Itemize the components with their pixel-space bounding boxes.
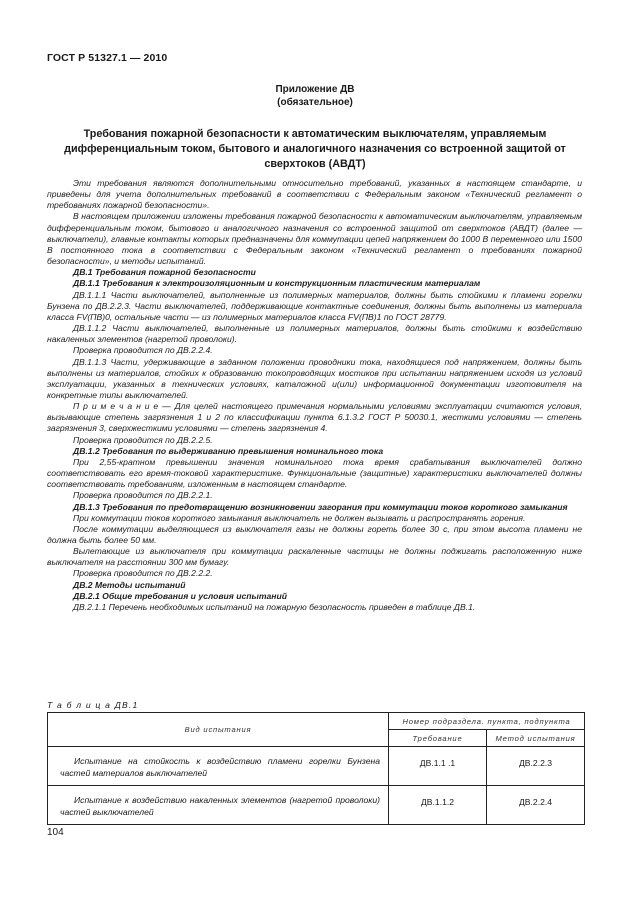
body-paragraph: ДВ.1.1.1 Части выключателей, выполненные из полимерных материалов, должны быть стойкими к пламени горелки Бунзена по ДВ.2.2.3. Части выключателей, поддерживающие контактные соединения, должны быть выполнены из материала класса FV(ПВ)0, остальные части — из полимерных материалов класса FV(ПВ)1 по ГОСТ 28779. [47, 289, 582, 322]
header-section-number: Номер подраздела. пункта, подпункта [389, 713, 585, 730]
body-paragraph: ДВ.1.1.2 Части выключателей, выполненные из полимерных материалов, должны быть стойкими к воздействию накаленных элементов (нагретой проволоки). [47, 323, 582, 345]
main-title: Требования пожарной безопасности к автоматическим выключателям, управляемым дифференциальным током, бытового и аналогичного назначения со встроенной защитой от сверхтоков (АВДТ) [64, 128, 566, 170]
section-heading: ДВ.1.1 Требования к электроизоляционным и конструкционным пластическим материалам [73, 278, 481, 289]
test-name-cell: Испытание к воздействию накаленных элементов (нагретой проволоки) частей выключателей [48, 786, 389, 825]
body-paragraph: ДВ.2.1.1 Перечень необходимых испытаний на пожарную безопасность приведен в таблице ДВ.1. [73, 601, 476, 612]
requirement-cell: ДВ.1.1.2 [389, 786, 487, 825]
table-row [48, 747, 585, 786]
requirements-table [47, 712, 585, 825]
method-cell: ДВ.2.2.3 [487, 747, 585, 786]
section-heading: ДВ.2.1 Общие требования и условия испытаний [73, 590, 287, 601]
method-cell: ДВ.2.2.4 [487, 786, 585, 825]
section-heading: ДВ.1.3 Требования по предотвращению возникновении загорания при коммутации токов короткого замыкания [73, 501, 568, 512]
table-caption: Т а б л и ц а ДВ.1 [47, 700, 139, 710]
body-paragraph: В настоящем приложении изложены требования пожарной безопасности к автоматическим выключателям, управляемым дифференциальным током, бытового и аналогичного назначения со встроенной защитой от сверхтоков (АВДТ) (далее — выключатели), главные контакты которых предназначены для коммутации цепей напряжением до 1000 В переменного или 1500 В постоянного тока в соответствии с Федеральным законом «Технический регламент о требованиях пожарной безопасности», и методы испытаний. [47, 211, 582, 267]
body-paragraph: При коммутации токов короткого замыкания выключатель не должен вызывать и распространять горения. [73, 512, 526, 523]
document-body [47, 178, 582, 613]
body-paragraph: Проверка проводится по ДВ.2.2.5. [73, 434, 213, 445]
requirement-cell: ДВ.1.1 .1 [389, 747, 487, 786]
appendix-status: (обязательное) [277, 97, 353, 108]
section-heading: ДВ.1.2 Требования по выдерживанию превышения номинального тока [73, 445, 384, 456]
body-paragraph: При 2,55-кратном превышении значения номинального тока время срабатывания выключателей должно соответствовать его время-токовой характеристике. Функциональные (защитные) характеристики выключателей должны соответствовать требованиям, изложенным в настоящем стандарте. [47, 456, 582, 490]
section-heading: ДВ.2 Методы испытаний [73, 579, 186, 590]
section-heading: ДВ.1 Требования пожарной безопасности [73, 267, 256, 278]
body-paragraph: П р и м е ч а н и е — Для целей настоящего примечания нормальными условиями эксплуатации считаются условия, вызывающие степень загрязнения 1 и 2 по классификации пункта 6.1.3.2 ГОСТ Р 50030.1, жесткими условиями — степень загрязнения 3, сверхжесткими условиями — степень загрязнения 4. [47, 401, 582, 434]
test-name-cell: Испытание на стойкость к воздействию пламени горелки Бунзена частей материалов выключателей [48, 747, 389, 786]
body-paragraph: Проверка проводится по ДВ.2.2.2. [73, 568, 213, 579]
standard-header: ГОСТ Р 51327.1 — 2010 [47, 52, 168, 64]
body-paragraph: Проверка проводится по ДВ.2.2.1. [73, 490, 213, 501]
appendix-title: Приложение ДВ [275, 84, 355, 95]
table-row [48, 786, 585, 825]
body-paragraph: Проверка проводится по ДВ.2.2.4. [73, 345, 213, 356]
header-requirement: Требование [389, 730, 487, 747]
body-paragraph: Вылетающие из выключателя при коммутации раскаленные частицы не должны поджигать расположенную ниже выключателя на расстоянии 300 мм бумагу. [47, 546, 582, 568]
body-paragraph: Эти требования являются дополнительными относительно требований, указанных в настоящем стандарте, и приведены для учета дополнительных требований в соответствии с Федеральным законом «Технический регламент о требованиях пожарной безопасности». [47, 178, 582, 211]
page-number: 104 [47, 827, 64, 838]
header-test-method: Метод испытания [487, 730, 585, 747]
body-paragraph: После коммутации выделяющиеся из выключателя газы не должны гореть более 30 с, при этом высота пламени не должна быть более 50 мм. [47, 523, 582, 545]
header-test-type: Вид испытания [48, 713, 389, 747]
body-paragraph: ДВ.1.1.3 Части, удерживающие в заданном положении проводники тока, находящиеся под напряжением, должны быть выполнены из материалов, стойких к образованию токопроводящих мостиков при испытании напряжением исходя из условий эксплуатации, указанных в технических условиях, каталожной и(или) информационной документации изготовителя на конкретные типы выключателей. [47, 356, 582, 400]
